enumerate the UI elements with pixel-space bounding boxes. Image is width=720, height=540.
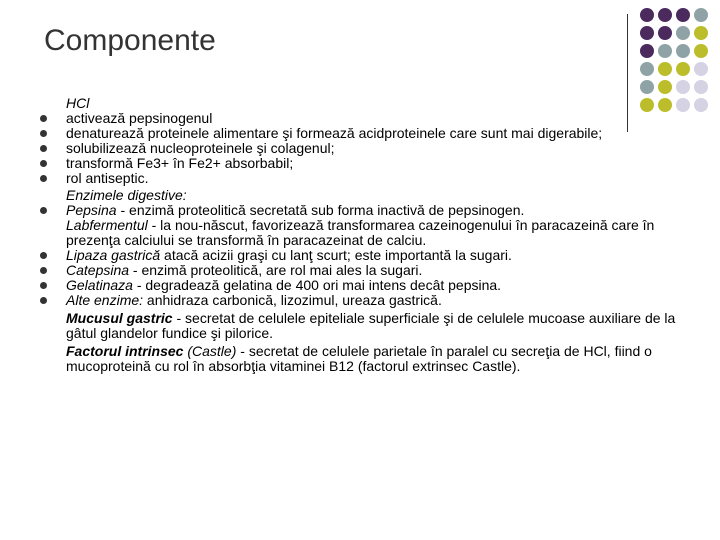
text-paragraph: Labfermentul - la nou-născut, favorizează transformarea cazeinogenului în paracazeină care în prezenţa calciului se transformă în paracazeinat de calciu.	[66, 217, 655, 248]
slide-content	[40, 96, 690, 374]
list-item: rol antiseptic.	[40, 171, 690, 186]
decor-dot	[640, 8, 654, 22]
decor-dot	[694, 44, 708, 58]
decor-dot	[658, 26, 672, 40]
text-paragraph: Mucusul gastric - secretat de celulele epiteliale superficiale şi de celulele mucoase auxiliare de la gâtul glandelor fundice şi pilorice.	[66, 310, 676, 341]
decor-dot	[694, 80, 708, 94]
decor-dot	[676, 26, 690, 40]
list-item: Catepsina - enzimă proteolitică, are rol mai ales la sugari.	[40, 263, 690, 278]
bullet-icon	[40, 282, 47, 289]
decor-dot	[694, 26, 708, 40]
list-item: activează pepsinogenul	[40, 111, 690, 126]
list-item: Pepsina - enzimă proteolitică secretată sub forma inactivă de pepsinogen.	[40, 203, 690, 218]
list-item: solubilizează nucleoproteinele şi colagenul;	[40, 141, 690, 156]
decor-dot	[640, 44, 654, 58]
decor-dot	[640, 80, 654, 94]
list-item: transformă Fe3+ în Fe2+ absorbabil;	[40, 156, 690, 171]
decor-dot	[694, 8, 708, 22]
bullet-icon	[40, 297, 47, 304]
decor-dot	[676, 8, 690, 22]
decor-dot	[658, 80, 672, 94]
page-title: Componente	[44, 24, 216, 57]
bullet-icon	[40, 175, 47, 182]
decor-dot	[676, 80, 690, 94]
decor-dot	[658, 8, 672, 22]
decor-dot	[658, 44, 672, 58]
decor-dot	[694, 98, 708, 112]
bullet-icon	[40, 207, 47, 214]
list-item: Alte enzime: anhidraza carbonică, lizozimul, ureaza gastrică.	[40, 293, 690, 308]
enzymes-heading: Enzimele digestive:	[66, 187, 187, 203]
list-item: Lipaza gastrică atacă acizii graşi cu lanţ scurt; este importantă la sugari.	[40, 248, 690, 263]
decor-dot	[640, 62, 654, 76]
decor-dot	[694, 62, 708, 76]
hcl-heading: HCl	[66, 95, 90, 111]
bullet-icon	[40, 145, 47, 152]
text-paragraph: Factorul intrinsec (Castle) - secretat de celulele parietale în paralel cu secreţia de HCl, fiind o mucoproteină cu rol în absorbţia vitaminei B12 (factorul extrinsec Castle).	[66, 343, 652, 374]
decor-dot	[676, 44, 690, 58]
bullet-icon	[40, 160, 47, 167]
bullet-icon	[40, 130, 47, 137]
bullet-icon	[40, 252, 47, 259]
bullet-icon	[40, 267, 47, 274]
list-item: Gelatinaza - degradează gelatina de 400 ori mai intens decât pepsina.	[40, 278, 690, 293]
decor-dot	[640, 26, 654, 40]
bullet-icon	[40, 115, 47, 122]
decor-dot	[676, 62, 690, 76]
list-item: denaturează proteinele alimentare şi formează acidproteinele care sunt mai digerabile;	[40, 126, 690, 141]
decor-dot	[658, 62, 672, 76]
